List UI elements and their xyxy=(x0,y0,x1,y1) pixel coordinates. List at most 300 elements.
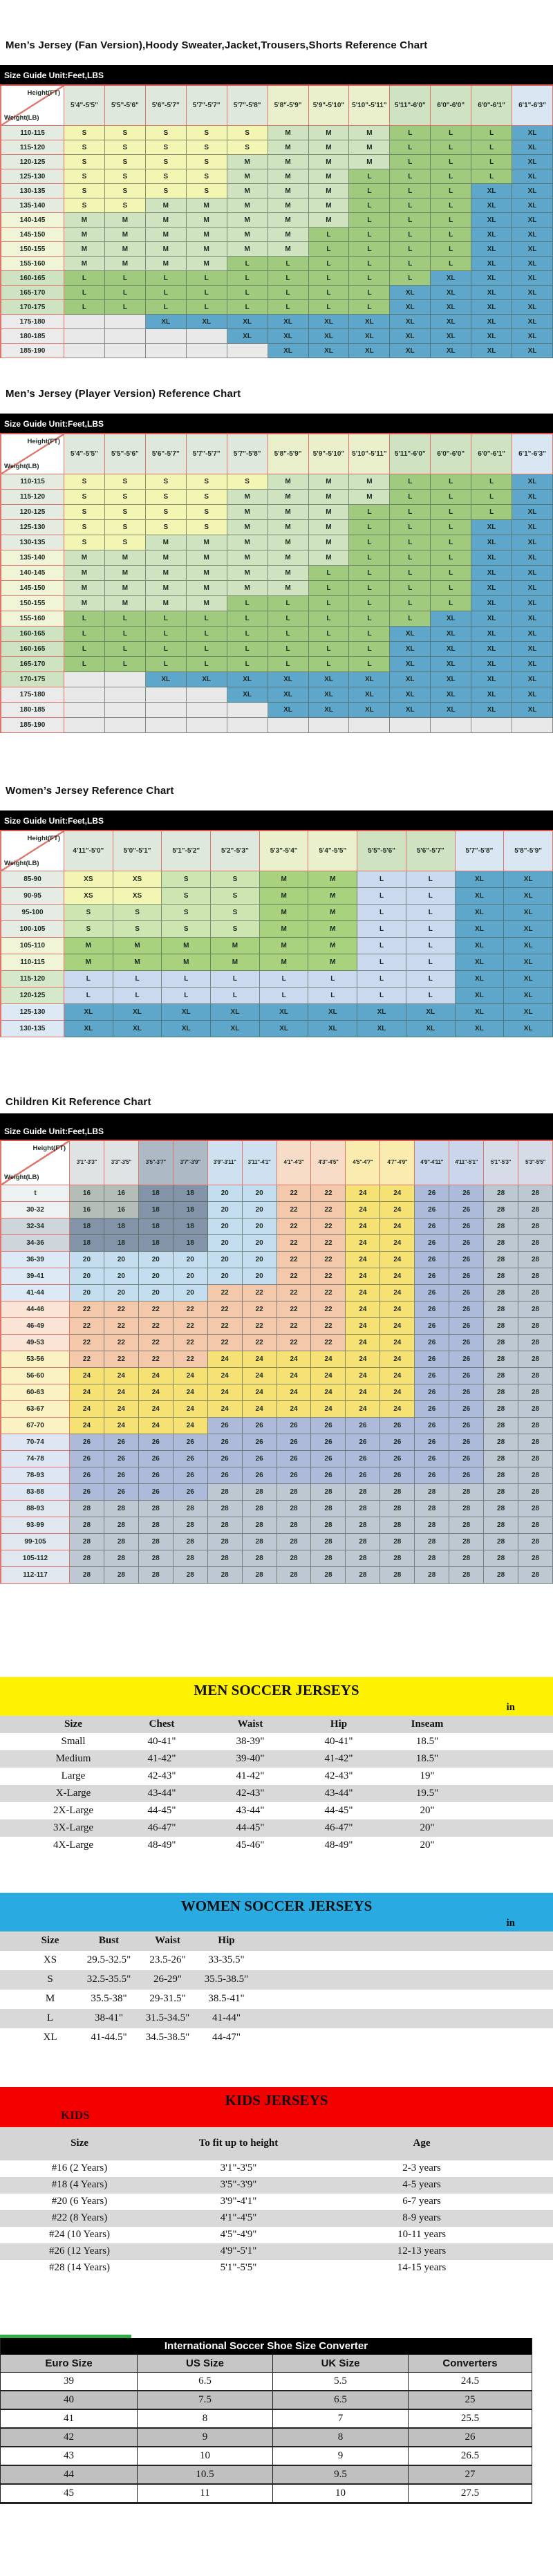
size-cell: XL xyxy=(471,242,512,257)
size-cell xyxy=(64,718,105,733)
size-cell: 26 xyxy=(415,1467,449,1484)
size-cell: M xyxy=(64,954,113,971)
size-cell: L xyxy=(431,228,471,242)
size-cell: XL xyxy=(512,505,553,520)
size-cell: 26 xyxy=(311,1467,346,1484)
size-cell: XL xyxy=(512,198,553,213)
size-cell: 20 xyxy=(208,1202,243,1218)
size-cell: L xyxy=(227,286,268,300)
measure-cell: 3X-Large xyxy=(53,1822,94,1833)
height-col-header: 5'9"-5'10" xyxy=(309,86,350,126)
men-jerseys-table xyxy=(0,1716,553,1854)
size-cell: L xyxy=(162,988,211,1004)
size-cell: M xyxy=(268,184,309,198)
size-cell: L xyxy=(390,271,431,286)
height-col-header: 5'7"-5'8" xyxy=(227,434,268,474)
size-cell: XL xyxy=(349,344,390,358)
size-cell: L xyxy=(390,126,431,140)
size-cell: S xyxy=(64,169,105,184)
size-cell: 26 xyxy=(70,1451,104,1467)
size-cell: M xyxy=(64,566,105,581)
size-cell: L xyxy=(390,228,431,242)
height-col-header: 3'3"-3'5" xyxy=(104,1141,139,1185)
size-cell: XL xyxy=(512,140,553,155)
size-cell: M xyxy=(349,155,390,169)
size-cell: 28 xyxy=(277,1517,312,1534)
size-cell: 22 xyxy=(243,1285,277,1301)
size-cell: 24 xyxy=(139,1401,174,1418)
size-cell: 26 xyxy=(139,1434,174,1451)
size-cell: 26 xyxy=(208,1467,243,1484)
size-cell: L xyxy=(471,490,512,505)
weight-row-label: 125-130 xyxy=(1,520,64,535)
size-cell: 26 xyxy=(174,1451,208,1467)
size-cell: XL xyxy=(471,687,512,703)
size-cell: M xyxy=(309,198,350,213)
size-cell: 26 xyxy=(104,1451,139,1467)
size-cell xyxy=(227,718,268,733)
children-chart-grid xyxy=(0,1141,553,1584)
size-cell: L xyxy=(268,611,309,627)
size-cell: L xyxy=(146,657,187,672)
size-cell: XL xyxy=(349,703,390,718)
height-col-header: 5'10"-5'11" xyxy=(349,434,390,474)
size-cell: 18 xyxy=(70,1218,104,1235)
size-cell: 22 xyxy=(139,1351,174,1368)
size-cell: XL xyxy=(504,988,553,1004)
weight-axis-label: Weight(LB) xyxy=(4,114,39,122)
size-cell: 22 xyxy=(243,1318,277,1335)
size-cell: XS xyxy=(64,871,113,888)
size-cell: M xyxy=(268,155,309,169)
size-cell: XS xyxy=(64,888,113,905)
size-cell: L xyxy=(431,566,471,581)
corner-cell xyxy=(1,1141,70,1185)
size-cell: S xyxy=(187,520,227,535)
size-cell: 24 xyxy=(380,1185,415,1202)
size-cell: XL xyxy=(471,257,512,271)
weight-row-label: 110-115 xyxy=(1,126,64,140)
size-cell: L xyxy=(431,581,471,596)
size-cell: 22 xyxy=(208,1285,243,1301)
size-cell: S xyxy=(187,490,227,505)
height-col-header: 5'1"-5'3" xyxy=(484,1141,518,1185)
size-cell: M xyxy=(309,213,350,228)
size-cell: L xyxy=(349,535,390,550)
size-cell: 26 xyxy=(449,1318,484,1335)
size-cell: XL xyxy=(512,257,553,271)
size-cell xyxy=(227,344,268,358)
size-cell xyxy=(187,687,227,703)
size-cell: M xyxy=(260,921,309,938)
size-cell: M xyxy=(309,490,350,505)
size-cell: S xyxy=(146,169,187,184)
size-cell: L xyxy=(227,611,268,627)
size-cell: XL xyxy=(431,642,471,657)
size-cell: M xyxy=(268,213,309,228)
size-cell: 24 xyxy=(139,1418,174,1434)
shoe-cell: 42 xyxy=(1,2429,138,2446)
size-cell: L xyxy=(187,271,227,286)
size-cell: S xyxy=(64,155,105,169)
size-cell: 28 xyxy=(415,1534,449,1550)
size-cell: 28 xyxy=(277,1550,312,1567)
size-cell: 26 xyxy=(208,1418,243,1434)
size-cell: L xyxy=(268,286,309,300)
size-cell: L xyxy=(64,286,105,300)
size-cell: M xyxy=(187,198,227,213)
measure-cell: 44-45" xyxy=(324,1804,353,1816)
size-cell: M xyxy=(211,938,260,954)
size-cell: XL xyxy=(512,520,553,535)
measure-row xyxy=(0,1951,553,1970)
shoe-cell: 5.5 xyxy=(273,2373,409,2390)
weight-row-label: 135-140 xyxy=(1,550,64,566)
size-cell: XS xyxy=(113,888,162,905)
size-cell: 28 xyxy=(208,1484,243,1501)
weight-row-label: 150-155 xyxy=(1,242,64,257)
size-cell: M xyxy=(187,213,227,228)
size-cell: 26 xyxy=(311,1418,346,1434)
measure-cell: 34.5-38.5" xyxy=(145,2032,190,2044)
weight-row-label: 160-165 xyxy=(1,271,64,286)
size-cell: 24 xyxy=(380,1318,415,1335)
size-cell xyxy=(187,344,227,358)
size-cell xyxy=(64,329,105,344)
size-cell: 20 xyxy=(104,1285,139,1301)
measure-cell: #16 (2 Years) xyxy=(51,2162,108,2174)
size-cell: 28 xyxy=(243,1534,277,1550)
size-cell: 28 xyxy=(449,1550,484,1567)
measure-cell: XS xyxy=(43,1954,57,1966)
size-cell: L xyxy=(64,657,105,672)
kids-jerseys-banner xyxy=(0,2087,553,2127)
size-cell: S xyxy=(105,474,146,490)
size-cell: 28 xyxy=(208,1567,243,1584)
height-col-header: 5'0"-5'1" xyxy=(113,831,162,871)
size-cell: 24 xyxy=(208,1368,243,1384)
size-cell: M xyxy=(146,550,187,566)
size-cell: XL xyxy=(349,687,390,703)
size-cell: 20 xyxy=(139,1268,174,1285)
measure-cell: 26-29" xyxy=(153,1974,182,1985)
weight-row-label: 74-78 xyxy=(1,1451,70,1467)
size-cell: 24 xyxy=(70,1384,104,1401)
size-cell: XL xyxy=(512,550,553,566)
size-cell: 28 xyxy=(380,1501,415,1517)
measure-cell: 43-44" xyxy=(236,1804,265,1816)
size-cell: 26 xyxy=(277,1467,312,1484)
size-cell: 26 xyxy=(449,1218,484,1235)
measure-cell: 2-3 years xyxy=(402,2162,441,2174)
size-cell: L xyxy=(309,657,350,672)
measure-cell: 6-7 years xyxy=(402,2196,441,2207)
size-cell: M xyxy=(146,257,187,271)
size-cell: L xyxy=(227,627,268,642)
size-cell: XL xyxy=(390,329,431,344)
weight-row-label: 115-120 xyxy=(1,971,64,988)
size-cell: M xyxy=(308,938,357,954)
size-cell: L xyxy=(260,988,309,1004)
size-cell: 28 xyxy=(208,1517,243,1534)
measure-cell: 42-43" xyxy=(236,1787,265,1799)
size-cell: 24 xyxy=(346,1252,380,1268)
measure-cell: 46-47" xyxy=(147,1822,176,1833)
measure-cell: #18 (4 Years) xyxy=(51,2179,108,2191)
size-cell: XL xyxy=(431,344,471,358)
size-cell xyxy=(227,703,268,718)
size-cell: M xyxy=(227,550,268,566)
weight-row-label: 125-130 xyxy=(1,169,64,184)
measure-cell: #26 (12 Years) xyxy=(49,2245,110,2257)
size-cell: 24 xyxy=(139,1384,174,1401)
measure-row xyxy=(0,1837,553,1854)
size-cell: 26 xyxy=(104,1484,139,1501)
column-header: Bust xyxy=(98,1935,120,1947)
size-cell: 22 xyxy=(311,1185,346,1202)
size-cell: XL xyxy=(64,1004,113,1021)
column-header: UK Size xyxy=(273,2355,409,2372)
bottom-spacer xyxy=(0,2504,553,2576)
size-cell: 28 xyxy=(484,1235,518,1252)
size-cell: L xyxy=(211,988,260,1004)
size-cell: 28 xyxy=(518,1567,553,1584)
size-cell: 24 xyxy=(104,1384,139,1401)
size-cell: 20 xyxy=(174,1252,208,1268)
height-col-header: 5'8"-5'9" xyxy=(504,831,553,871)
size-cell: 26 xyxy=(415,1434,449,1451)
size-cell: 20 xyxy=(243,1252,277,1268)
size-cell: M xyxy=(227,535,268,550)
measure-cell: 3'1"-3'5" xyxy=(220,2162,257,2174)
size-cell: L xyxy=(431,126,471,140)
weight-row-label: 60-63 xyxy=(1,1384,70,1401)
women-chart xyxy=(0,810,553,1037)
size-cell: M xyxy=(309,535,350,550)
weight-row-label: 180-185 xyxy=(1,703,64,718)
size-cell: 26 xyxy=(139,1467,174,1484)
weight-axis-label: Weight(LB) xyxy=(4,463,39,470)
size-cell: S xyxy=(105,535,146,550)
size-cell: L xyxy=(390,611,431,627)
size-cell: S xyxy=(64,184,105,198)
size-cell: 28 xyxy=(174,1501,208,1517)
size-cell: L xyxy=(308,988,357,1004)
size-cell: XL xyxy=(504,871,553,888)
size-cell: 28 xyxy=(277,1567,312,1584)
size-cell: XL xyxy=(512,581,553,596)
measure-row xyxy=(0,2260,553,2277)
size-cell: M xyxy=(260,938,309,954)
height-col-header: 5'5"-5'6" xyxy=(105,434,146,474)
size-cell: 28 xyxy=(518,1484,553,1501)
kids-jerseys-banner-title: KIDS JERSEYS xyxy=(225,2092,328,2109)
size-cell: 26 xyxy=(70,1467,104,1484)
measure-cell: #24 (10 Years) xyxy=(49,2229,110,2241)
size-cell: 28 xyxy=(484,1401,518,1418)
size-cell: L xyxy=(146,271,187,286)
size-cell: 28 xyxy=(415,1550,449,1567)
size-cell: 26 xyxy=(346,1451,380,1467)
size-cell: XL xyxy=(268,703,309,718)
size-cell: M xyxy=(64,938,113,954)
size-cell: 28 xyxy=(518,1434,553,1451)
size-cell: 22 xyxy=(311,1252,346,1268)
height-col-header: 6'1"-6'3" xyxy=(512,86,553,126)
size-cell: 28 xyxy=(518,1368,553,1384)
weight-row-label: 30-32 xyxy=(1,1202,70,1218)
measure-cell: 18.5" xyxy=(415,1752,439,1764)
women-size-guide-bar: Size Guide Unit:Feet,LBS xyxy=(0,810,553,831)
size-cell: 22 xyxy=(311,1235,346,1252)
measure-cell: 10-11 years xyxy=(397,2229,446,2241)
shoe-row xyxy=(1,2447,532,2466)
size-cell xyxy=(105,703,146,718)
measure-cell: 43-44" xyxy=(324,1787,353,1799)
size-cell: XL xyxy=(512,271,553,286)
size-cell: XL xyxy=(504,938,553,954)
size-cell: S xyxy=(105,198,146,213)
size-cell: XL xyxy=(471,566,512,581)
weight-axis-label: Weight(LB) xyxy=(4,860,39,867)
measure-cell: 38.5-41" xyxy=(208,1993,245,2005)
size-cell: M xyxy=(308,954,357,971)
weight-row-label: 46-49 xyxy=(1,1318,70,1335)
size-cell: L xyxy=(187,286,227,300)
measure-cell: 44-45" xyxy=(147,1804,176,1816)
size-cell: 24 xyxy=(346,1368,380,1384)
size-cell: M xyxy=(113,938,162,954)
size-cell: 26 xyxy=(415,1318,449,1335)
weight-row-label: 155-160 xyxy=(1,611,64,627)
size-cell: 20 xyxy=(243,1235,277,1252)
size-cell: XL xyxy=(471,672,512,687)
shoe-cell: 25.5 xyxy=(460,2413,480,2424)
size-cell: 24 xyxy=(346,1335,380,1351)
height-col-header: 5'4"-5'5" xyxy=(308,831,357,871)
size-cell: 20 xyxy=(104,1252,139,1268)
size-cell: L xyxy=(390,242,431,257)
measure-cell: 5'1"-5'5" xyxy=(220,2262,257,2274)
shoe-converter-body xyxy=(1,2355,532,2503)
weight-row-label: 41-44 xyxy=(1,1285,70,1301)
measure-cell: 40-41" xyxy=(324,1735,353,1747)
measure-cell: 41-44.5" xyxy=(91,2032,127,2044)
size-cell: 28 xyxy=(243,1550,277,1567)
size-cell: 28 xyxy=(518,1351,553,1368)
size-cell: XL xyxy=(471,581,512,596)
height-col-header: 5'3"-5'4" xyxy=(260,831,309,871)
size-cell: L xyxy=(309,300,350,315)
size-cell: L xyxy=(349,213,390,228)
shoe-row xyxy=(1,2373,532,2391)
size-cell: 26 xyxy=(415,1185,449,1202)
size-cell: M xyxy=(309,169,350,184)
size-cell: M xyxy=(260,905,309,921)
size-cell: 24 xyxy=(346,1384,380,1401)
weight-row-label: 85-90 xyxy=(1,871,64,888)
size-cell: 26 xyxy=(449,1368,484,1384)
shoe-cell: 39 xyxy=(1,2373,138,2390)
size-cell: 28 xyxy=(484,1517,518,1534)
size-cell: 22 xyxy=(311,1318,346,1335)
size-cell: L xyxy=(309,627,350,642)
height-col-header: 5'4"-5'5" xyxy=(64,86,105,126)
size-cell: XL xyxy=(512,535,553,550)
size-cell: 28 xyxy=(518,1451,553,1467)
size-cell: 28 xyxy=(484,1484,518,1501)
weight-row-label: 95-100 xyxy=(1,905,64,921)
size-cell: 22 xyxy=(104,1351,139,1368)
size-cell: S xyxy=(227,474,268,490)
height-col-header: 4'11"-5'0" xyxy=(64,831,113,871)
size-cell: XL xyxy=(512,596,553,611)
size-cell: 26 xyxy=(415,1368,449,1384)
player-chart-title: Men’s Jersey (Player Version) Reference Chart xyxy=(6,388,241,400)
size-cell: XL xyxy=(512,657,553,672)
column-header: Size xyxy=(64,1718,82,1730)
size-cell: M xyxy=(64,596,105,611)
size-cell: 28 xyxy=(174,1517,208,1534)
size-cell: S xyxy=(64,490,105,505)
size-cell: 20 xyxy=(243,1268,277,1285)
weight-row-label: 120-125 xyxy=(1,988,64,1004)
size-cell: XL xyxy=(146,672,187,687)
size-cell: L xyxy=(431,169,471,184)
men-jerseys-banner xyxy=(0,1677,553,1716)
size-cell: M xyxy=(227,581,268,596)
weight-row-label: 160-165 xyxy=(1,627,64,642)
size-cell: XL xyxy=(504,954,553,971)
size-cell: XL xyxy=(162,1021,211,1037)
weight-row-label: 110-115 xyxy=(1,474,64,490)
size-cell: M xyxy=(227,228,268,242)
measure-cell: #22 (8 Years) xyxy=(51,2212,108,2224)
size-cell: 26 xyxy=(104,1467,139,1484)
size-cell: 28 xyxy=(449,1501,484,1517)
size-cell: L xyxy=(309,566,350,581)
size-cell: 24 xyxy=(311,1401,346,1418)
size-cell: L xyxy=(390,581,431,596)
size-cell: 26 xyxy=(415,1235,449,1252)
measure-cell: 23.5-26" xyxy=(149,1954,186,1966)
shoe-cell: 7 xyxy=(273,2410,409,2427)
column-header: Chest xyxy=(149,1718,175,1730)
height-col-header: 5'10"-5'11" xyxy=(349,86,390,126)
size-cell: L xyxy=(349,198,390,213)
size-cell: XL xyxy=(512,242,553,257)
weight-row-label: 130-135 xyxy=(1,184,64,198)
weight-row-label: 135-140 xyxy=(1,198,64,213)
size-cell: XL xyxy=(390,627,431,642)
size-cell: XL xyxy=(471,271,512,286)
size-cell: XL xyxy=(456,954,505,971)
size-cell: 24 xyxy=(380,1351,415,1368)
size-cell: L xyxy=(187,611,227,627)
size-cell: 22 xyxy=(139,1301,174,1318)
size-cell: 16 xyxy=(70,1202,104,1218)
size-cell: 24 xyxy=(380,1202,415,1218)
size-cell: L xyxy=(268,257,309,271)
size-cell: 28 xyxy=(518,1550,553,1567)
size-cell: S xyxy=(105,126,146,140)
size-cell: L xyxy=(390,184,431,198)
weight-row-label: 100-105 xyxy=(1,921,64,938)
size-cell: XL xyxy=(471,550,512,566)
size-cell: M xyxy=(349,474,390,490)
size-cell: L xyxy=(309,642,350,657)
size-cell: M xyxy=(105,596,146,611)
